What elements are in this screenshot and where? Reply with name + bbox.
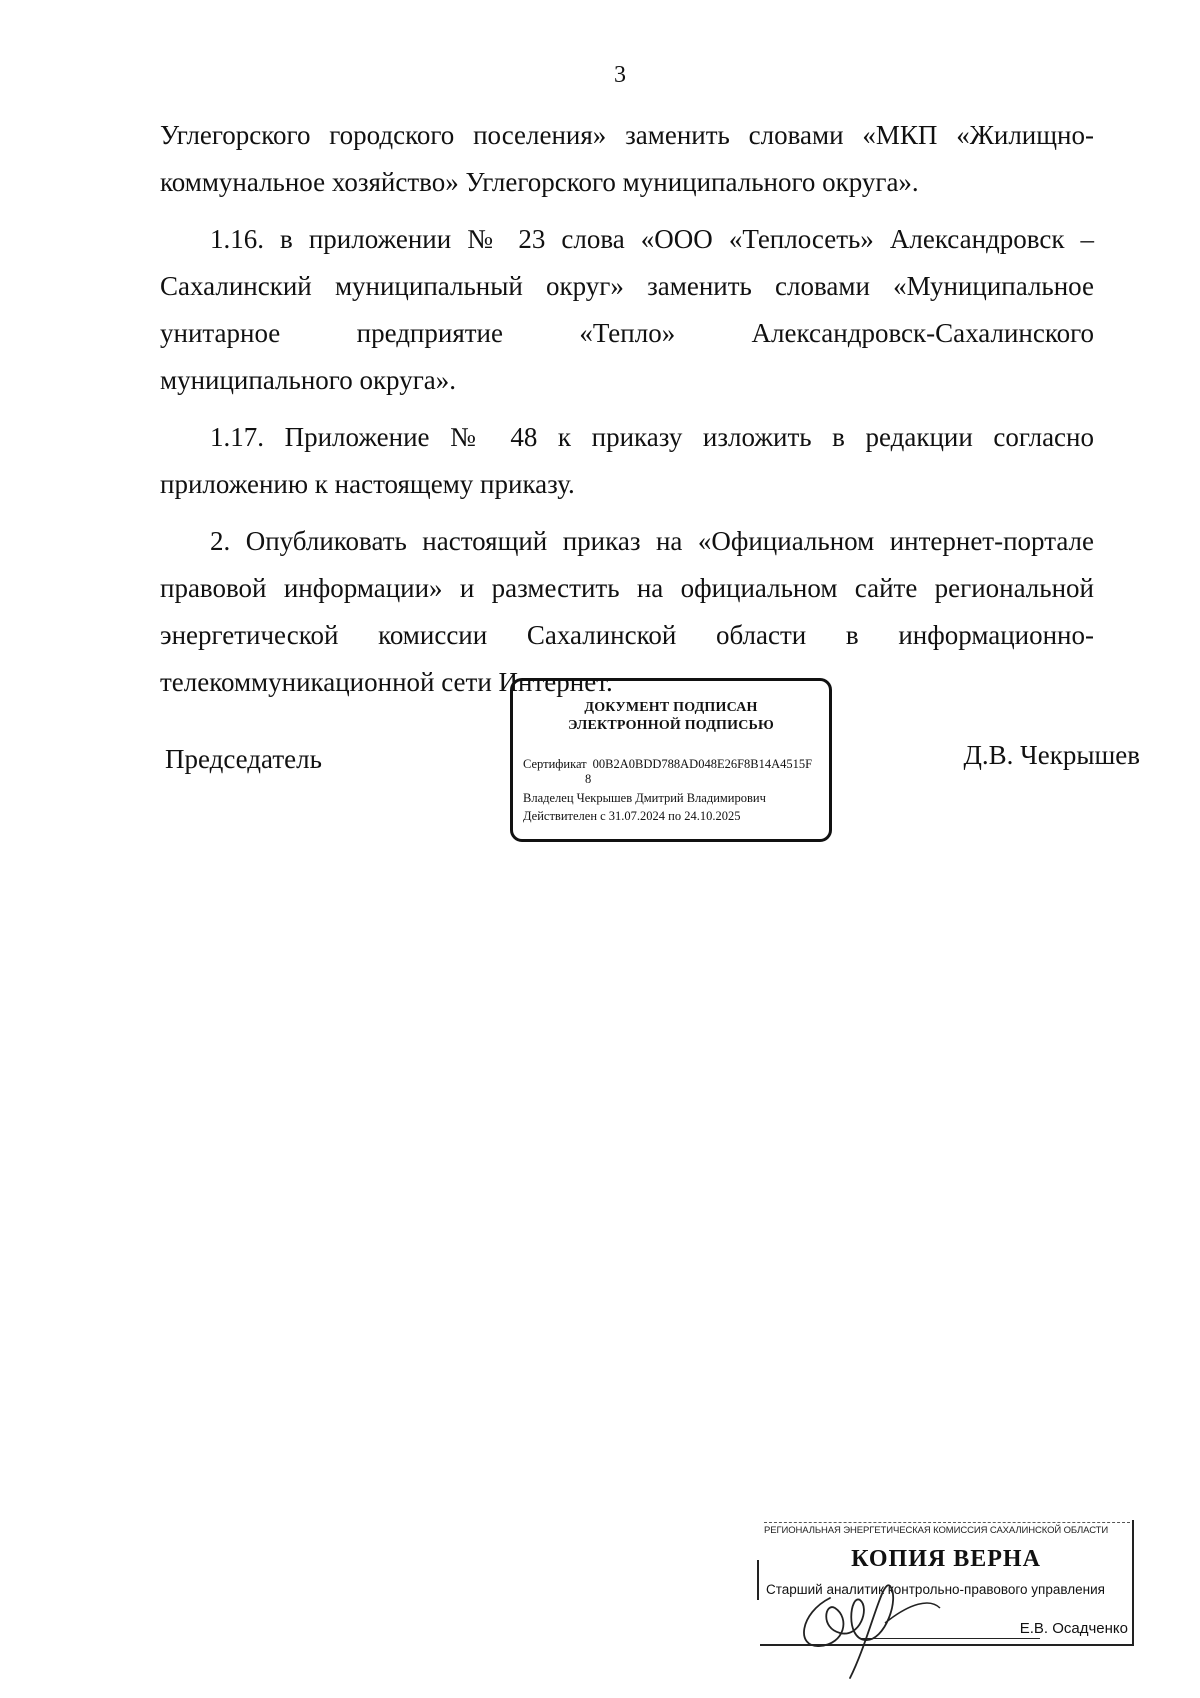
signer-name: Д.В. Чекрышев <box>963 740 1140 770</box>
paragraph-2-line: 2. Опубликовать настоящий приказ на «Официальном интернет-портале <box>210 526 1094 556</box>
paragraph-1-16-line: 1.16. в приложении № 23 слова «ООО «Теплосеть» Александровск – <box>210 224 1094 254</box>
paragraph-1-16-line: муниципального округа». <box>160 365 457 395</box>
esign-title-line: ДОКУМЕНТ ПОДПИСАН <box>584 700 758 715</box>
esign-cert-value: 00B2A0BDD788AD048E26F8B14A4515F <box>592 757 813 771</box>
paragraph-2-line: правовой информации» и разместить на официальном сайте региональной <box>160 573 1094 603</box>
esign-title-line: ЭЛЕКТРОННОЙ ПОДПИСЬЮ <box>568 718 774 733</box>
page-number: 3 <box>614 62 626 88</box>
esign-cert-tail: 8 <box>585 772 592 786</box>
paragraph-1-17-line: приложению к настоящему приказу. <box>160 469 575 499</box>
signer-position: Председатель <box>165 744 322 774</box>
text-line: коммунальное хозяйство» Углегорского муниципального округа». <box>160 167 919 197</box>
copy-stamp-title: КОПИЯ ВЕРНА <box>851 1546 1041 1572</box>
paragraph-1-16-line: Сахалинский муниципальный округ» заменить словами «Муниципальное <box>160 271 1094 301</box>
copy-stamp-name: Е.В. Осадченко <box>1019 1620 1128 1637</box>
stamp-edge-mark <box>757 1560 759 1600</box>
paragraph-2-line: телекоммуникационной сети Интернет. <box>160 667 613 697</box>
document-body <box>160 112 1094 706</box>
electronic-signature-stamp <box>510 678 832 842</box>
esign-title <box>513 699 829 735</box>
esign-cert-label: Сертификат <box>523 757 587 771</box>
handwritten-signature-icon <box>790 1578 990 1688</box>
text-line: Углегорского городского поселения» заменить словами «МКП «Жилищно- <box>160 120 1094 150</box>
esign-validity: Действителен с 31.07.2024 по 24.10.2025 <box>523 809 741 823</box>
paragraph-1-16-line: унитарное предприятие «Тепло» Александровск-Сахалинского <box>160 318 1094 348</box>
copy-stamp-position: Старший аналитик контрольно-правового управления <box>766 1582 1105 1597</box>
esign-certificate <box>523 757 823 787</box>
paragraph-2-line: энергетической комиссии Сахалинской области в информационно- <box>160 620 1094 650</box>
paragraph-1-17-line: 1.17. Приложение № 48 к приказу изложить в редакции согласно <box>210 422 1094 452</box>
copy-stamp-organization: РЕГИОНАЛЬНАЯ ЭНЕРГЕТИЧЕСКАЯ КОМИССИЯ САХАЛИНСКОЙ ОБЛАСТИ <box>764 1522 1130 1536</box>
esign-owner: Владелец Чекрышев Дмитрий Владимирович <box>523 791 766 805</box>
